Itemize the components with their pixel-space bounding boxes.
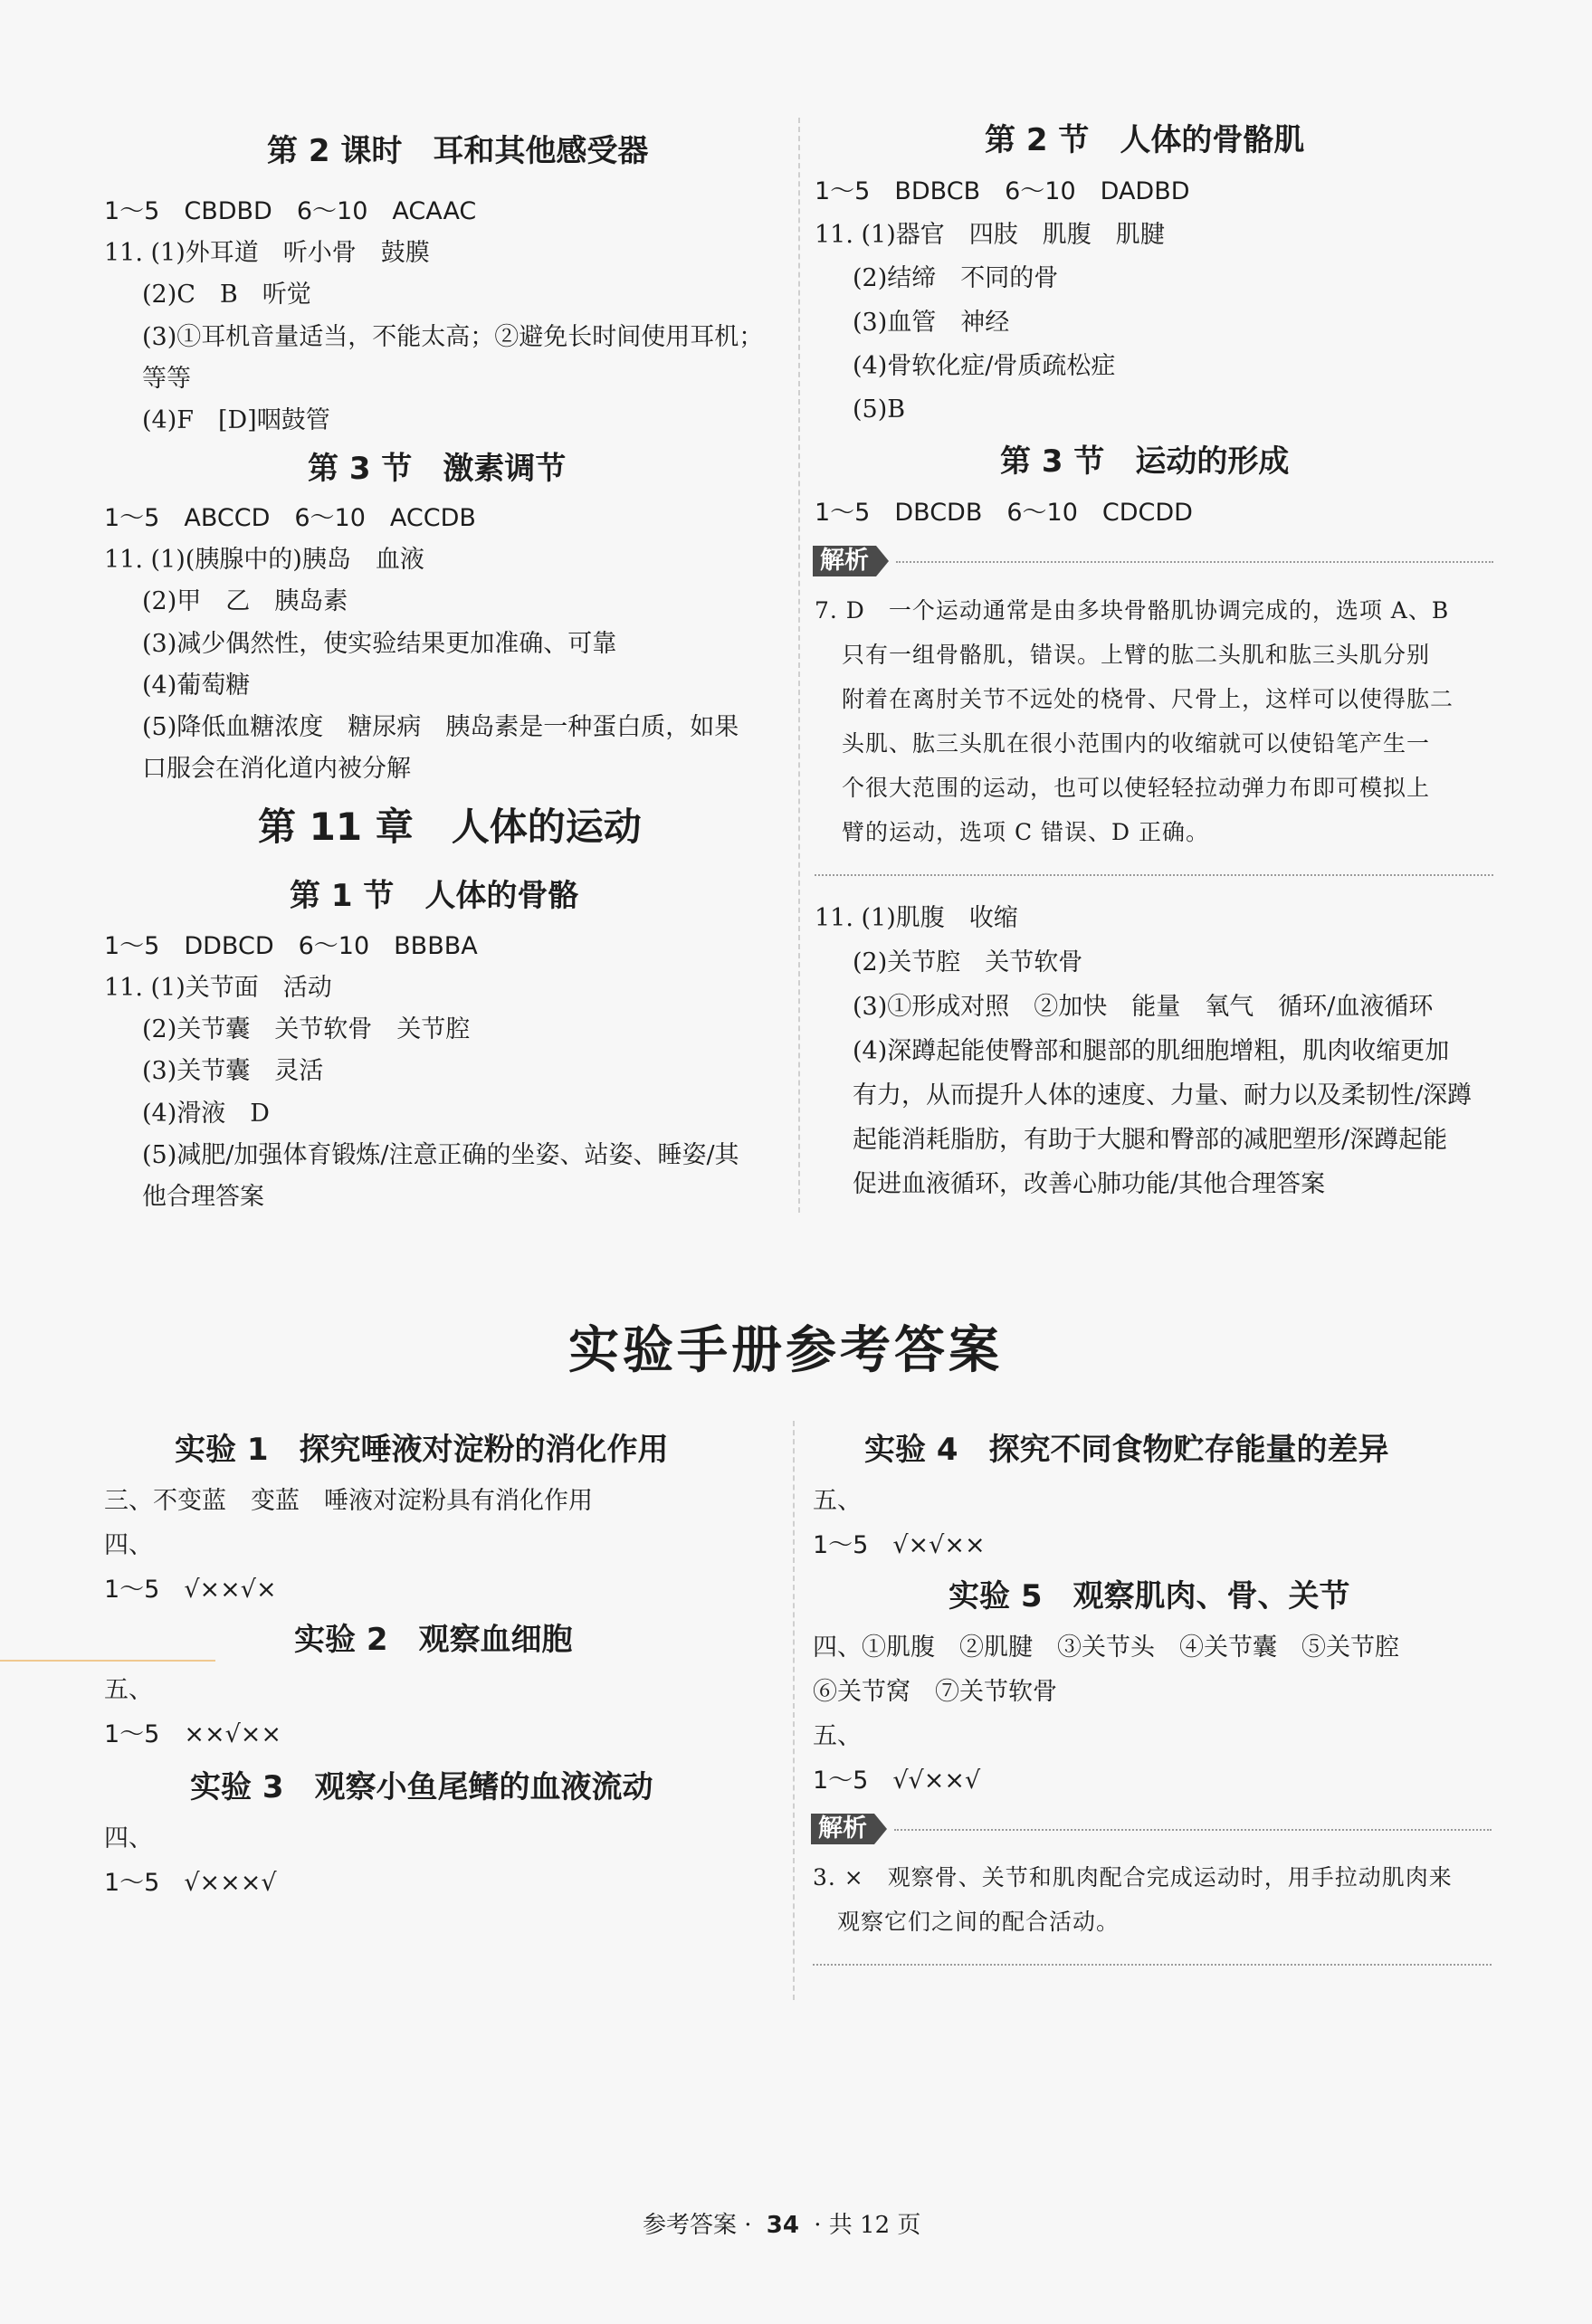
answer-line: 五、	[813, 1722, 862, 1750]
answer-line: (3)①形成对照 ②加快 能量 氧气 循环/血液循环	[853, 993, 1434, 1021]
answer-line: 四、①肌腹 ②肌腱 ③关节头 ④关节囊 ⑤关节腔	[813, 1633, 1399, 1662]
answer-line: (5)减肥/加强体育锻炼/注意正确的坐姿、站姿、睡姿/其	[142, 1141, 739, 1169]
answer-line: ⑥关节窝 ⑦关节软骨	[813, 1678, 1057, 1706]
analysis-dashed-line	[896, 561, 1493, 563]
answer-line: (3)关节囊 灵活	[142, 1057, 324, 1085]
section-title-movement: 第 3 节 运动的形成	[1000, 443, 1290, 480]
experiment-2-title: 实验 2 观察血细胞	[294, 1622, 573, 1658]
answer-line: 11. (1)器官 四肢 肌腹 肌腱	[815, 221, 1165, 249]
analysis-line: 7. D 一个运动通常是由多块骨骼肌协调完成的，选项 A、B	[815, 597, 1450, 624]
section-title-hormone: 第 3 节 激素调节	[308, 451, 567, 487]
answer-line: 1～5 BDBCB 6～10 DADBD	[815, 177, 1190, 205]
analysis-line: 头肌、肱三头肌在很小范围内的收缩就可以使铅笔产生一	[842, 730, 1431, 757]
column-divider-bottom	[793, 1421, 795, 2000]
answer-line: 1～5 DDBCD 6～10 BBBBA	[104, 932, 478, 960]
answer-line: (2)关节腔 关节软骨	[853, 948, 1083, 976]
answer-line: (4)骨软化症/骨质疏松症	[853, 352, 1116, 380]
answer-line: (3)①耳机音量适当，不能太高；②避免长时间使用耳机；	[142, 323, 764, 351]
answer-line: (4)葡萄糖	[142, 671, 251, 700]
analysis-dashed-line	[894, 1829, 1492, 1831]
lab-manual-title: 实验手册参考答案	[568, 1321, 1003, 1380]
answer-line: 1～5 √√××√	[813, 1767, 981, 1795]
footer-label: 参考答案 ·	[643, 2212, 752, 2239]
answer-line: (4)F [D]咽鼓管	[142, 406, 330, 434]
answer-line: 三、不变蓝 变蓝 唾液对淀粉具有消化作用	[104, 1487, 593, 1515]
analysis-line: 个很大范围的运动，也可以使轻轻拉动弹力布即可模拟上	[842, 775, 1431, 801]
experiment-4-title: 实验 4 探究不同食物贮存能量的差异	[864, 1432, 1389, 1468]
section-title-ear: 第 2 课时 耳和其他感受器	[267, 133, 649, 169]
experiment-3-title: 实验 3 观察小鱼尾鳍的血液流动	[190, 1769, 653, 1805]
analysis-line: 只有一组骨骼肌，错误。上臂的肱二头肌和肱三头肌分别	[842, 642, 1431, 668]
answer-line: (2)关节囊 关节软骨 关节腔	[142, 1015, 471, 1043]
experiment-5-title: 实验 5 观察肌肉、骨、关节	[949, 1578, 1350, 1614]
answer-line: 1～5 √×××√	[104, 1869, 277, 1897]
answer-line: 11. (1)(胰腺中的)胰岛 血液	[104, 546, 424, 574]
answer-line: 起能消耗脂肪，有助于大腿和臀部的减肥塑形/深蹲起能	[853, 1126, 1448, 1154]
answer-line: 五、	[813, 1487, 862, 1515]
answer-line: (3)减少偶然性，使实验结果更加准确、可靠	[142, 630, 617, 658]
analysis-label: 解析	[813, 546, 876, 576]
answer-line: 11. (1)肌腹 收缩	[815, 904, 1018, 932]
answer-line: (4)滑液 D	[142, 1100, 270, 1128]
answer-line: 1～5 CBDBD 6～10 ACAAC	[104, 197, 477, 225]
analysis-line: 观察它们之间的配合活动。	[837, 1909, 1120, 1935]
analysis-dashed-line	[813, 1964, 1492, 1966]
answer-line: (2)甲 乙 胰岛素	[142, 587, 348, 615]
analysis-line: 附着在离肘关节不远处的桡骨、尺骨上，这样可以使得肱二	[842, 686, 1454, 712]
answer-line: (4)深蹲起能使臀部和腿部的肌细胞增粗，肌肉收缩更加	[853, 1037, 1450, 1065]
answer-line: 11. (1)关节面 活动	[104, 974, 332, 1002]
footer	[643, 2206, 920, 2240]
analysis-line: 3. × 观察骨、关节和肌肉配合完成运动时，用手拉动肌肉来	[813, 1864, 1453, 1891]
answer-line: 1～5 √××√×	[104, 1576, 277, 1604]
answer-line: (3)血管 神经	[853, 309, 1010, 337]
answer-line: 四、	[104, 1531, 153, 1559]
section-title-muscle: 第 2 节 人体的骨骼肌	[985, 122, 1305, 158]
footer-total-pages: · 共 12 页	[814, 2212, 921, 2239]
section-title-skeleton: 第 1 节 人体的骨骼	[290, 878, 579, 914]
answer-line: 四、	[104, 1824, 153, 1853]
analysis-dashed-line	[815, 874, 1493, 876]
page-number: 34	[766, 2212, 799, 2239]
accent-rule	[0, 1660, 215, 1662]
answer-line: 等等	[142, 365, 191, 393]
answer-line: 促进血液循环，改善心肺功能/其他合理答案	[853, 1170, 1326, 1198]
answer-line: 五、	[104, 1676, 153, 1704]
answer-line: 他合理答案	[142, 1183, 264, 1211]
answer-line: (2)结缔 不同的骨	[853, 264, 1059, 292]
answer-line: 口服会在消化道内被分解	[142, 755, 411, 783]
chapter-title: 第 11 章 人体的运动	[258, 805, 642, 849]
answer-line: (5)B	[853, 395, 906, 424]
answer-line: 11. (1)外耳道 听小骨 鼓膜	[104, 239, 430, 267]
answer-line: 1～5 ABCCD 6～10 ACCDB	[104, 504, 476, 532]
answer-line: 1～5 ××√××	[104, 1720, 282, 1748]
experiment-1-title: 实验 1 探究唾液对淀粉的消化作用	[175, 1432, 669, 1468]
column-divider-top	[798, 118, 800, 1213]
analysis-line: 臂的运动，选项 C 错误、D 正确。	[842, 819, 1210, 845]
answer-line: 有力，从而提升人体的速度、力量、耐力以及柔韧性/深蹲	[853, 1081, 1473, 1110]
answer-line: (5)降低血糖浓度 糖尿病 胰岛素是一种蛋白质，如果	[142, 713, 739, 741]
answer-line: (2)C B 听觉	[142, 281, 311, 309]
answer-line: 1～5 √×√××	[813, 1531, 986, 1559]
analysis-label: 解析	[811, 1814, 874, 1844]
answer-line: 1～5 DBCDB 6～10 CDCDD	[815, 499, 1193, 527]
